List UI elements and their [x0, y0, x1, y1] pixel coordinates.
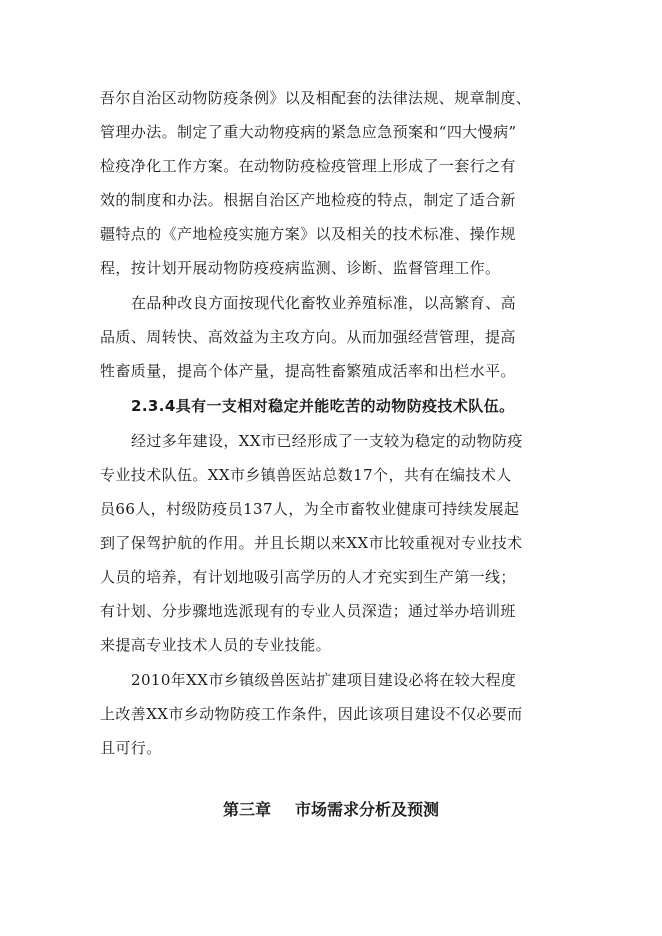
paragraph-1-line-2: 管理办法。制定了重大动物疫病的紧急应急预案和“四大慢病”	[100, 123, 517, 141]
paragraph-2-line-1: 在品种改良方面按现代化畜牧业养殖标准，以高繁育、高	[131, 294, 517, 312]
paragraph-1-line-3: 检疫净化工作方案。在动物防疫检疫管理上形成了一套行之有	[100, 157, 516, 175]
paragraph-1-line-4: 效的制度和办法。根据自治区产地检疫的特点，制定了适合新	[100, 191, 516, 209]
paragraph-4-line-3: 且可行。	[100, 739, 162, 757]
chapter-heading	[0, 800, 662, 820]
paragraph-1-line-5: 疆特点的《产地检疫实施方案》以及相关的技术标准、操作规	[100, 225, 516, 243]
paragraph-3-line-6: 有计划、分步骤地选派现有的专业人员深造；通过举办培训班	[100, 602, 516, 620]
paragraph-3-line-1: 经过多年建设，XX市已经形成了一支较为稳定的动物防疫	[131, 432, 523, 450]
paragraph-3-line-3: 员66人，村级防疫员137人，为全市畜牧业健康可持续发展起	[100, 500, 520, 518]
paragraph-3-line-7: 来提高专业技术人员的专业技能。	[100, 636, 332, 654]
paragraph-3-line-4: 到了保驾护航的作用。并且长期以来XX市比较重视对专业技术	[100, 534, 523, 552]
paragraph-2-line-3: 牲畜质量，提高个体产量，提高牲畜繁殖成活率和出栏水平。	[100, 362, 516, 380]
paragraph-2-line-2: 品质、周转快、高效益为主攻方向。从而加强经营管理，提高	[100, 328, 516, 346]
paragraph-1-line-1: 吾尔自治区动物防疫条例》以及相配套的法律法规、规章制度、	[100, 89, 532, 107]
chapter-number: 第三章	[222, 800, 271, 819]
paragraph-4-line-1: 2010年XX市乡镇级兽医站扩建项目建设必将在较大程度	[131, 671, 517, 689]
chapter-title: 市场需求分析及预测	[295, 800, 440, 819]
paragraph-4-line-2: 上改善XX市乡动物防疫工作条件，因此该项目建设不仅必要而	[100, 705, 523, 723]
paragraph-3-line-2: 专业技术队伍。XX市乡镇兽医站总数17个，共有在编技术人	[100, 466, 512, 484]
paragraph-3-line-5: 人员的培养，有计划地吸引高学历的人才充实到生产第一线；	[100, 568, 516, 586]
section-heading: 2.3.4具有一支相对稳定并能吃苦的动物防疫技术队伍。	[131, 397, 515, 415]
paragraph-1-line-6: 程，按计划开展动物防疫疫病监测、诊断、监督管理工作。	[100, 259, 501, 277]
